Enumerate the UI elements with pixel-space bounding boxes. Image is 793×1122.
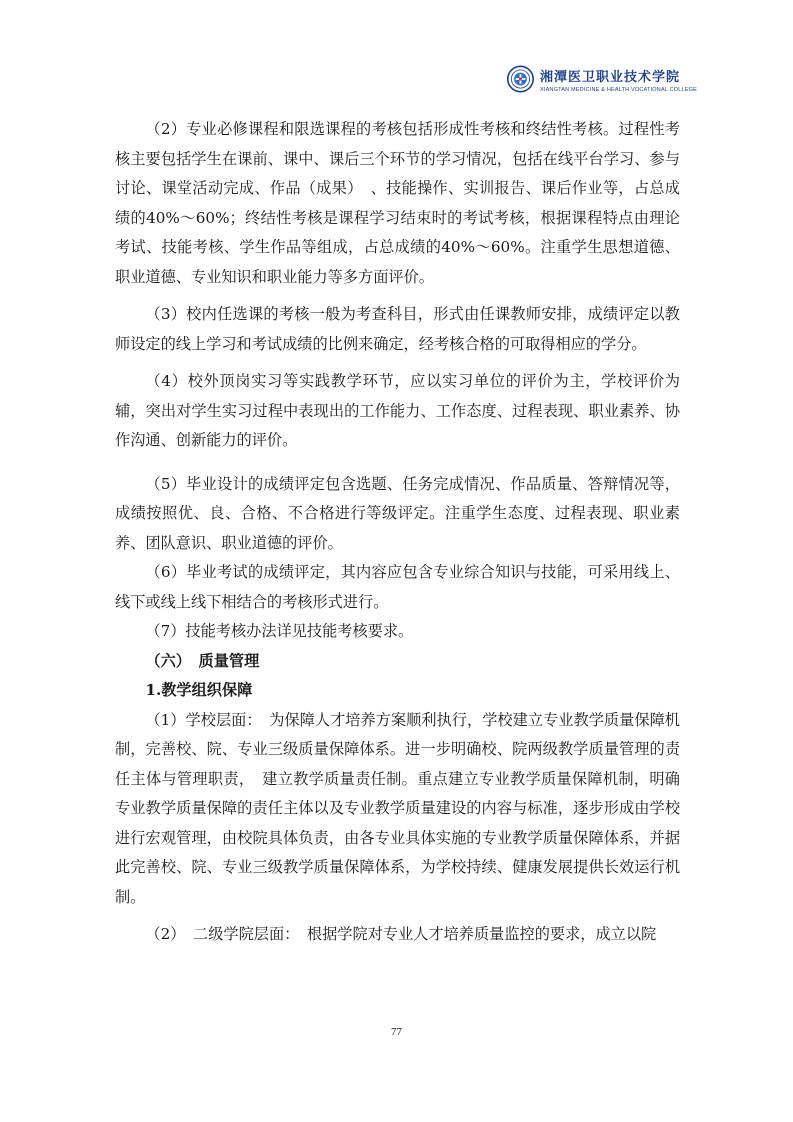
header-logo: [507, 58, 697, 100]
paragraph-assessment-elective: （3）校内任选课的考核一般为考查科目，形式由任课教师安排，成绩评定以教师设定的线上学习和考试成绩的比例来确定，经考核合格的可取得相应的学分。: [115, 305, 680, 353]
paragraph-assessment-required: （2）专业必修课程和限选课程的考核包括形成性考核和终结性考核。过程性考核主要包括学生在课前、课中、课后三个环节的学习情况，包括在线平台学习、参与讨论、课堂活动完成、作品（成果） 、技能操作、实训报告、课后作业等，占总成绩的40%～60%；终结性考核是课程学习结束时的考试考核，根据课程特点由理论考试、技能考核、学生作品等组成，占总成绩的40%～60%。注重学生思想道德、职业道德、专业知识和职业能力等多方面评价。: [115, 120, 680, 286]
section-heading: （六） 质量管理: [145, 651, 260, 670]
logo-english-name: XIANGTAN MEDICINE & HEALTH VOCATIONAL COLLEGE: [539, 86, 697, 93]
paragraph-assessment-skills: （7）技能考核办法详见技能考核要求。: [145, 622, 414, 640]
subsection-heading: 1.教学组织保障: [145, 681, 253, 699]
paragraph-college-level: （2） 二级学院层面： 根据学院对专业人才培养质量监控的要求，成立以院: [145, 925, 657, 943]
page-number: 77: [391, 1026, 402, 1038]
paragraph-assessment-internship: （4）校外顶岗实习等实践教学环节，应以实习单位的评价为主，学校评价为辅，突出对学生实习过程中表现出的工作能力、工作态度、过程表现、职业素养、协作沟通、创新能力的评价。: [115, 372, 680, 449]
paragraph-assessment-graduation-design: （5）毕业设计的成绩评定包含选题、任务完成情况、作品质量、答辩情况等，成绩按照优、良、合格、不合格进行等级评定。注重学生态度、过程表现、职业素养、团队意识、职业道德的评价。: [115, 474, 680, 552]
logo-chinese-name: 湘潭医卫职业技术学院: [539, 69, 680, 85]
logo-text: [540, 66, 697, 93]
document-body: [115, 115, 680, 950]
paragraph-school-level: （1）学校层面： 为保障人才培养方案顺利执行，学校建立专业教学质量保障机制，完善校、院、专业三级质量保障体系。进一步明确校、院两级教学质量管理的责任主体与管理职责， 建立教学质量责任制。重点建立专业教学质量保障机制，明确专业教学质量保障的责任主体以及专业教学质量建设的内容与标准，逐步形成由学校进行宏观管理，由校院具体负责，由各专业具体实施的专业教学质量保障体系，并据此完善校、院、专业三级教学质量保障体系，为学校持续、健康发展提供长效运行机制。: [115, 710, 680, 906]
college-seal-icon: [507, 62, 534, 96]
paragraph-assessment-graduation-exam: （6）毕业考试的成绩评定，其内容应包含专业综合知识与技能，可采用线上、线下或线上线下相结合的考核形式进行。: [115, 563, 680, 611]
